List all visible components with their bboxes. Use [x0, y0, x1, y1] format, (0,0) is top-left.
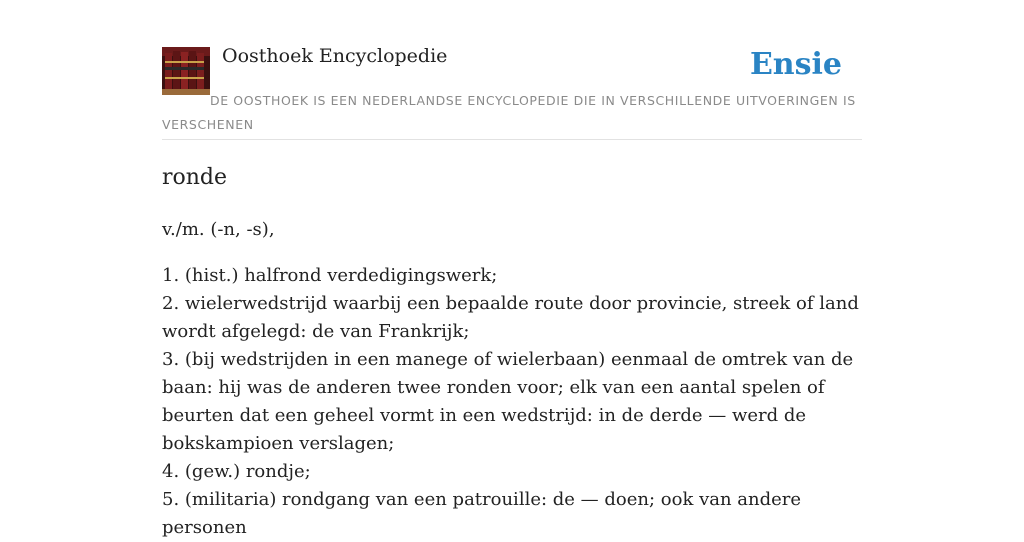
entry-sense-2: 2. wielerwedstrijd waarbij een bepaalde route door provincie, streek of land wordt afgelegd: de van Frankrijk;: [162, 293, 859, 342]
entry-sense-5: 5. (militaria) rondgang van een patrouille: de — doen; ook van andere personen: [162, 489, 802, 538]
entry-grammar: v./m. (-n, -s),: [162, 219, 275, 240]
entry-sense-1: 1. (hist.) halfrond verdedigingswerk;: [162, 265, 498, 286]
ensie-logo-link[interactable]: Ensie: [749, 47, 842, 82]
site-header: [162, 0, 862, 140]
entry-headword: ronde: [162, 165, 228, 190]
source-description: DE OOSTHOEK IS EEN NEDERLANDSE ENCYCLOPEDIE DIE IN VERSCHILLENDE UITVOERINGEN IS VERSCHENEN: [162, 93, 856, 132]
entry-sense-3: 3. (bij wedstrijden in een manege of wielerbaan) eenmaal de omtrek van de baan: hij was de anderen twee ronden voor; elk van een aantal spelen of beurten dat een geheel vormt in een wedstrijd: in de derde — werd de bokskampioen verslagen;: [162, 349, 854, 454]
source-avatar[interactable]: [162, 47, 210, 95]
source-name-link[interactable]: Oosthoek Encyclopedie: [222, 45, 448, 67]
content-container: [162, 0, 862, 538]
entry-sense-4: 4. (gew.) rondje;: [162, 461, 311, 482]
book-spines-avatar-icon: [162, 47, 210, 95]
entry-body: [162, 216, 862, 542]
